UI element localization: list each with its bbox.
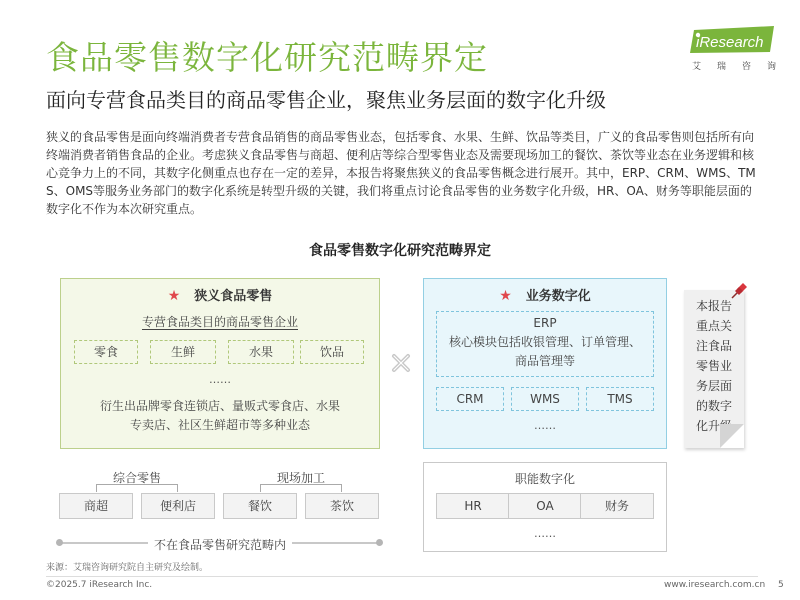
footer-divider — [46, 576, 758, 577]
excluded-item: 餐饮 — [223, 493, 297, 519]
system-chip-wms: WMS — [511, 387, 579, 411]
system-chip-tms: TMS — [586, 387, 654, 411]
system-ellipsis: …… — [534, 419, 556, 432]
category-chip: 饮品 — [300, 340, 364, 364]
intro-paragraph: 狭义的食品零售是面向终端消费者专营食品销售的商品零售业态，包括零食、水果、生鲜、饮品等类目，广义的食品零售则包括所有向终端消费者销售食品的企业。考虑狭义食品零售与商超、便利店等综合型零售业态及需要现场加工的餐饮、茶饮等业态在业务逻辑和核心竞争力上的不同，其数字化侧重点也存在一定的差异，本报告将聚焦狭义的食品零售概念进行展开。其中，ERP、CRM、WMS、TMS、OMS等服务业务部门的数字化系统是转型升级的关键，我们将重点讨论食品零售的业务数字化升级，HR、OA、财务等职能层面的数字化不作为本次研究重点。 — [46, 130, 756, 216]
functional-item: OA — [508, 493, 582, 519]
functional-digital-heading: 职能数字化 — [514, 472, 575, 486]
page-number: 5 — [778, 580, 784, 590]
website-link[interactable]: www.iresearch.com.cn — [664, 580, 766, 590]
excluded-item: 茶饮 — [305, 493, 379, 519]
page-subtitle: 面向专营食品类目的商品零售企业，聚焦业务层面的数字化升级 — [46, 88, 606, 112]
page-title: 食品零售数字化研究范畴界定 — [46, 38, 488, 77]
copyright: ©2025.7 iResearch Inc. — [46, 580, 153, 590]
business-digital-panel — [423, 278, 667, 449]
diagram-title: 食品零售数字化研究范畴界定 — [309, 243, 491, 259]
category-chip: 水果 — [228, 340, 294, 364]
star-icon: ★ — [499, 288, 512, 304]
cross-icon — [391, 353, 411, 373]
star-icon: ★ — [167, 288, 181, 304]
category-chip: 零食 — [74, 340, 138, 364]
note-fold — [720, 424, 744, 448]
narrow-retail-panel — [60, 278, 380, 449]
excluded-item: 商超 — [59, 493, 133, 519]
pushpin-icon — [728, 280, 750, 302]
iresearch-logo-mark — [688, 26, 776, 54]
system-chip-crm: CRM — [436, 387, 504, 411]
narrow-retail-subheading: 专营食品类目的商品零售企业 — [141, 315, 298, 329]
category-chip: 生鲜 — [150, 340, 216, 364]
business-digital-heading: ★ 业务数字化 — [499, 288, 591, 304]
excluded-item: 便利店 — [141, 493, 215, 519]
erp-description: 核心模块包括收银管理、订单管理、商品管理等 — [448, 335, 641, 368]
group-bracket — [260, 484, 342, 492]
logo-tagline: 艾 瑞 咨 询 — [692, 62, 776, 72]
focus-note: 本报告 重点关 注食品 零售业 务层面 的数字 化升级 — [684, 290, 744, 448]
functional-item: 财务 — [580, 493, 654, 519]
category-ellipsis: …… — [209, 373, 231, 386]
erp-title: ERP — [533, 316, 557, 330]
narrow-retail-heading: ★ 狭义食品零售 — [167, 288, 273, 304]
svg-text:iResearch: iResearch — [696, 34, 764, 51]
erp-box — [436, 311, 654, 377]
narrow-retail-description: 衍生出品牌零食连锁店、量贩式零食店、水果 专卖店、社区生鲜超市等多种业态 — [99, 399, 340, 432]
exclusion-caption: 不在食品零售研究范畴内 — [0, 536, 440, 553]
group-label-comprehensive: 综合零售 — [112, 471, 161, 485]
functional-ellipsis: …… — [534, 527, 556, 540]
group-bracket — [96, 484, 178, 492]
functional-item: HR — [436, 493, 510, 519]
functional-digital-panel — [423, 462, 667, 552]
group-label-onsite: 现场加工 — [276, 471, 325, 485]
iresearch-logo — [688, 26, 778, 72]
source-note: 来源：艾瑞咨询研究院自主研究及绘制。 — [46, 563, 209, 573]
